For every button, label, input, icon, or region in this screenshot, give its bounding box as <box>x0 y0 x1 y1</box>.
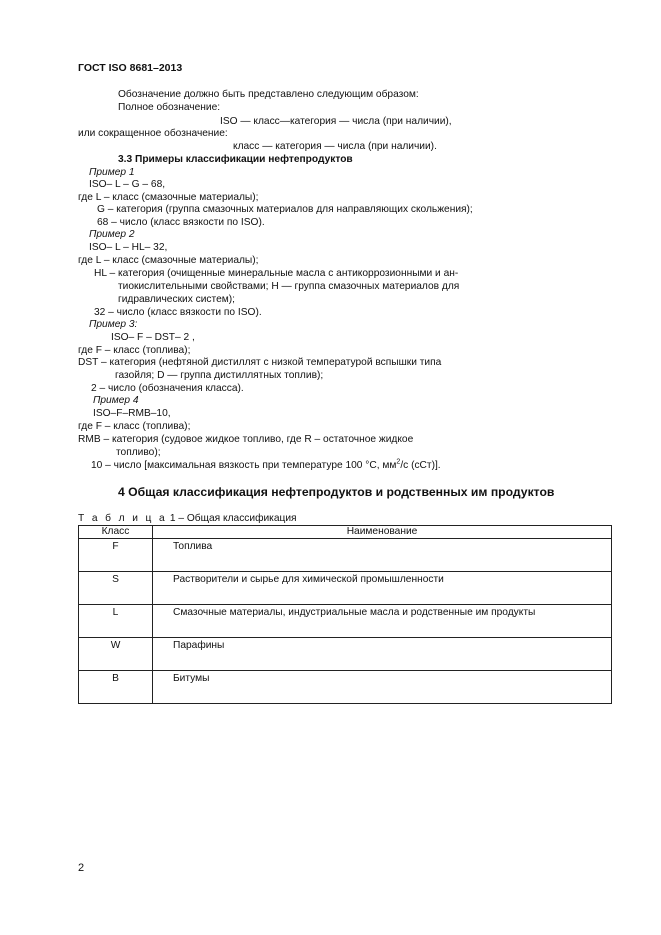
example-title: Пример 1 <box>89 167 135 178</box>
section-heading-3-3: 3.3 Примеры классификации нефтепродуктов <box>118 154 353 165</box>
text-line <box>91 460 441 472</box>
text-line: HL – категория (очищенные минеральные масла с антикоррозионными и ан- <box>94 268 459 279</box>
document-header: ГОСТ ISO 8681–2013 <box>78 62 183 74</box>
table-caption-text: 1 – Общая классификация <box>167 513 297 524</box>
table-header-row <box>79 526 612 539</box>
column-header-name: Наименование <box>153 526 612 539</box>
example-title: Пример 3: <box>89 319 138 330</box>
text-line: газойля; D — группа дистиллятных топлив); <box>115 370 324 381</box>
text-line: 32 – число (класс вязкости по ISO). <box>94 307 262 318</box>
example-code: ISO– L – HL– 32, <box>89 242 168 253</box>
text-line: 68 – число (класс вязкости по ISO). <box>97 217 265 228</box>
table-row <box>79 638 612 671</box>
table-cell-name: Битумы <box>153 671 612 704</box>
table-row <box>79 572 612 605</box>
table-label: Т а б л и ц а <box>78 513 168 524</box>
table-row <box>79 605 612 638</box>
table-cell-name: Растворители и сырье для химической промышленности <box>153 572 612 605</box>
text-line: ISO — класс—категория — числа (при наличии), <box>220 116 452 127</box>
column-header-class: Класс <box>79 526 153 539</box>
page-number: 2 <box>78 862 85 874</box>
text-line: где F – класс (топлива); <box>78 345 191 356</box>
text-line: 2 – число (обозначения класса). <box>91 383 244 394</box>
text-line: Обозначение должно быть представлено следующим образом: <box>118 89 419 100</box>
table-cell-name: Парафины <box>153 638 612 671</box>
text-line: где F – класс (топлива); <box>78 421 191 432</box>
text-fragment: /с (сСт)]. <box>400 460 441 471</box>
example-code: ISO–F–RMB–10, <box>93 408 171 419</box>
example-title: Пример 4 <box>93 395 139 406</box>
table-cell-class: S <box>79 572 153 605</box>
text-fragment: 10 – число [максимальная вязкость при температуре 100 °C, мм <box>91 460 397 471</box>
table-row <box>79 539 612 572</box>
text-line: тиокислительными свойствами; H — группа смазочных материалов для <box>118 281 460 292</box>
table-cell-class: W <box>79 638 153 671</box>
text-line: класс — категория — числа (при наличии). <box>233 141 437 152</box>
table-cell-class: B <box>79 671 153 704</box>
text-line: DST – категория (нефтяной дистиллят с низкой температурой вспышки типа <box>78 357 442 368</box>
text-line: где L – класс (смазочные материалы); <box>78 192 259 203</box>
classification-table <box>78 525 612 704</box>
text-line: RMB – категория (судовое жидкое топливо, где R – остаточное жидкое <box>78 434 414 445</box>
text-line: где L – класс (смазочные материалы); <box>78 255 259 266</box>
text-line: гидравлических систем); <box>118 294 235 305</box>
table-cell-class: F <box>79 539 153 572</box>
table-cell-name: Топлива <box>153 539 612 572</box>
text-line: Полное обозначение: <box>118 102 221 113</box>
table-caption <box>78 513 297 525</box>
example-code: ISO– F – DST– 2 , <box>111 332 195 343</box>
text-line: G – категория (группа смазочных материалов для направляющих скольжения); <box>97 204 473 215</box>
text-line: топливо); <box>116 447 161 458</box>
table-row <box>79 671 612 704</box>
text-line: или сокращенное обозначение: <box>78 128 228 139</box>
example-title: Пример 2 <box>89 229 135 240</box>
section-heading-4: 4 Общая классификация нефтепродуктов и родственных им продуктов <box>118 485 555 499</box>
table-cell-name: Смазочные материалы, индустриальные масла и родственные им продукты <box>153 605 612 638</box>
superscript: 2 <box>396 458 401 466</box>
table-cell-class: L <box>79 605 153 638</box>
example-code: ISO– L – G – 68, <box>89 179 166 190</box>
